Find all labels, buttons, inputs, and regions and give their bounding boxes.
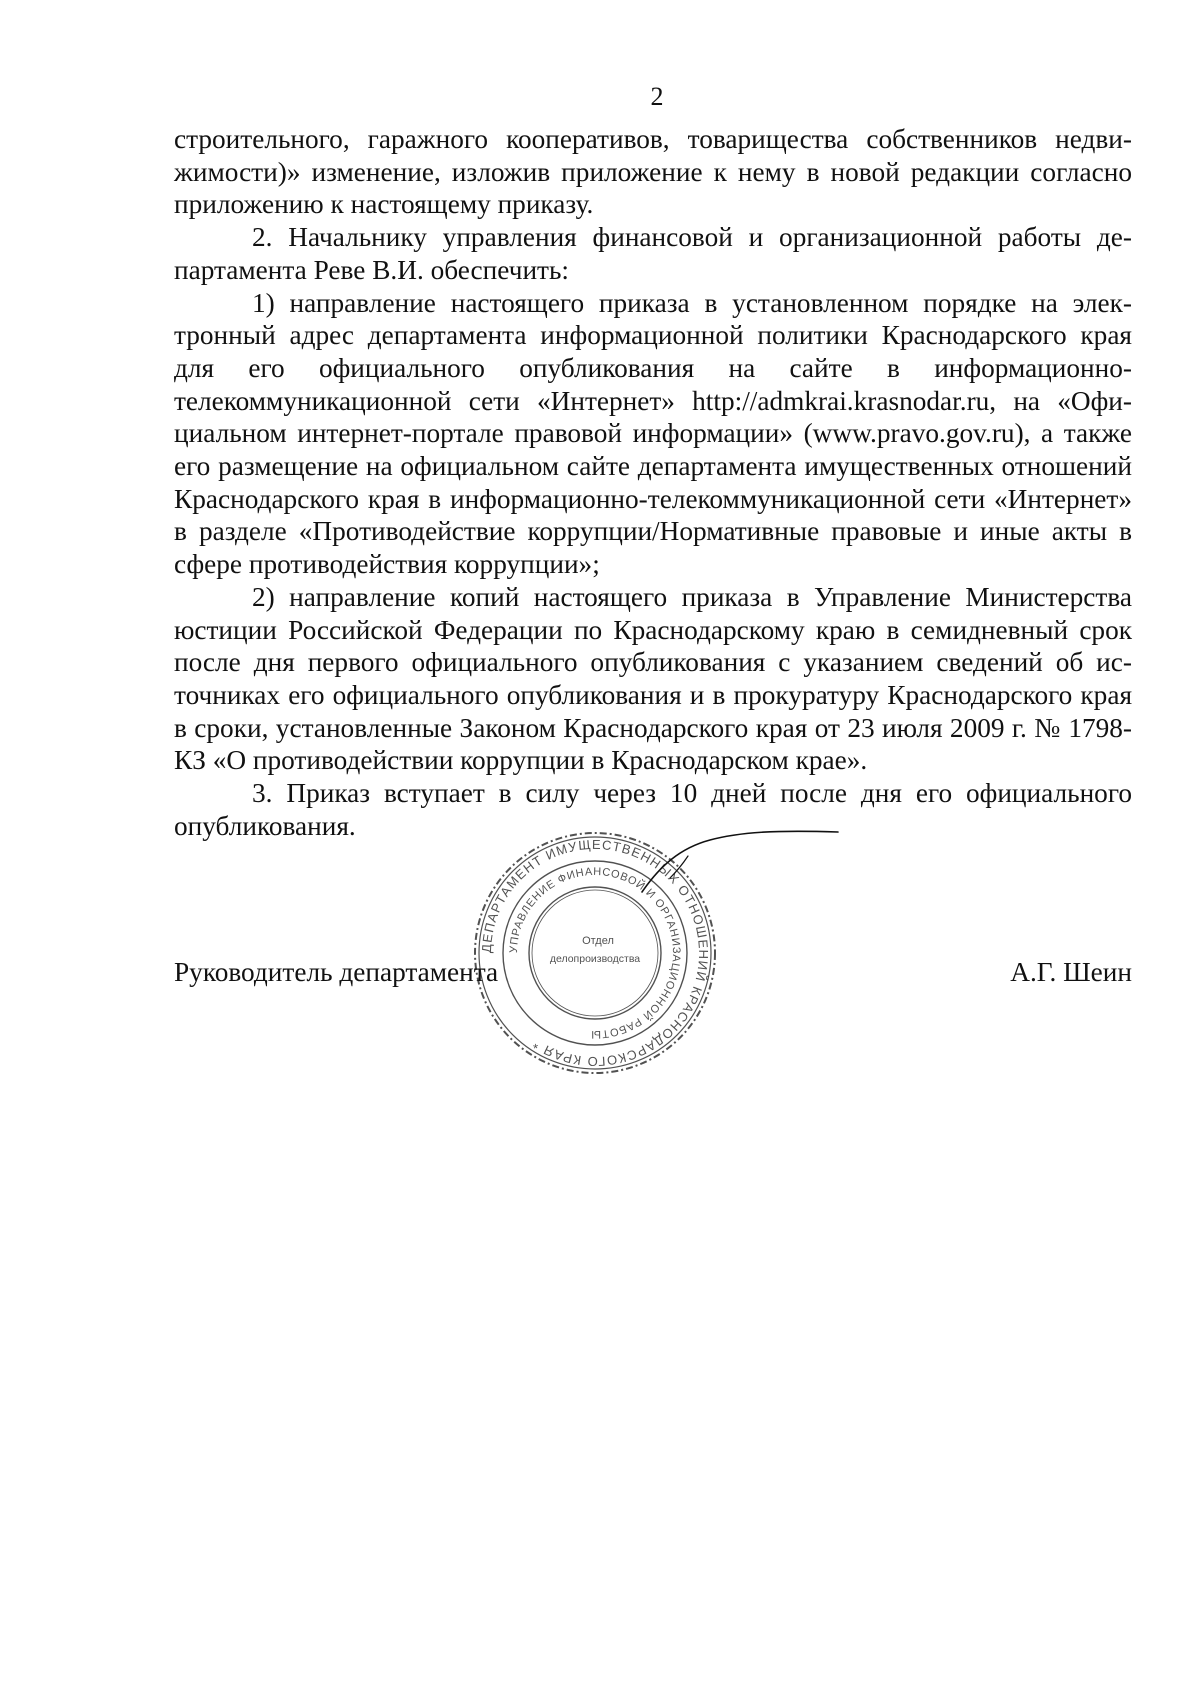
stamp-outer-text: ДЕПАРТАМЕНТ ИМУЩЕСТВЕННЫХ ОТНОШЕНИЙ КРАСНОДАРСКОГО КРАЯ * <box>478 836 712 1070</box>
paragraph-continuation: строительного, гаражного кооперативов, товарищества собственников недвижимости)» изменение, изложив приложение к нему в новой редакции согласно приложению к настоящему приказу. <box>174 124 1132 220</box>
document-body <box>174 123 1132 842</box>
paragraph-subitem-2: 2) направление копий настоящего приказа в Управление Министерства юстиции Российской Федерации по Краснодарскому краю в семидневный срок после дня первого официального опубликования с указанием сведений об источниках его официального опубликования и в прокуратуру Краснодарского края в сроки, установленные Законом Краснодарского края от 23 июля 2009 г. № 1798-КЗ «О противодействии коррупции в Краснодарском крае». <box>174 581 1132 776</box>
stamp-center-line-2: делопроизводства <box>549 953 641 965</box>
paragraph-subitem-1: 1) направление настоящего приказа в установленном порядке на электронный адрес департамента информационной политики Краснодарского края для его официального опубликования на сайте в информационно-телекоммуникационной сети «Интернет» http://admkrai.krasnodar.ru, на «Официальном интернет-портале правовой информации» (www.pravo.gov.ru), а также его размещение на официальном сайте департамента имущественных отношений Краснодарского края в информационно-телекоммуникационной сети «Интернет» в разделе «Противодействие коррупции/Нормативные правовые и иные акты в сфере противодействия коррупции»; <box>174 287 1132 580</box>
signatory-name: А.Г. Шеин <box>1010 957 1132 987</box>
stamp-inner-text: УПРАВЛЕНИЕ ФИНАНСОВОЙ И ОРГАНИЗАЦИОННОЙ РАБОТЫ <box>507 865 683 1041</box>
page-number <box>0 82 1200 112</box>
stamp-center-line-1: Отдел <box>582 935 614 947</box>
paragraph-item-3: 3. Приказ вступает в силу через 10 дней после дня его официального опубликования. <box>174 778 1132 841</box>
signatory-position: Руководитель департамента <box>174 957 499 987</box>
handwritten-signature <box>640 826 840 896</box>
paragraph-item-2: 2. Начальнику управления финансовой и организационной работы департамента Реве В.И. обеспечить: <box>174 222 1132 285</box>
page-number-value: 2 <box>650 82 664 111</box>
